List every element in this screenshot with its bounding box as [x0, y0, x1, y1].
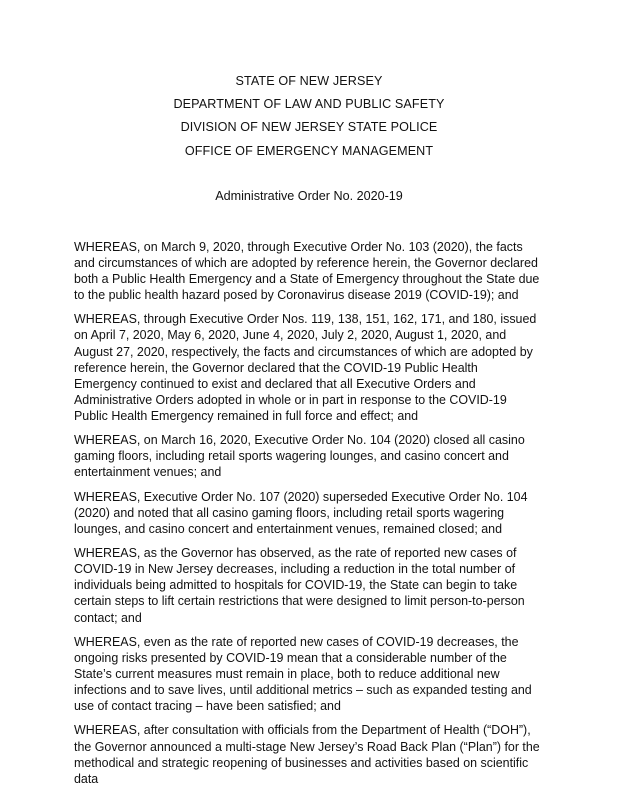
document-header — [74, 70, 544, 163]
whereas-paragraph: WHEREAS, through Executive Order Nos. 119, 138, 151, 162, 171, and 180, issued on April 7, 2020, May 6, 2020, June 4, 2020, July 2, 2020, August 1, 2020, and August 27, 2020, respectively, the facts and circumstances of which are adopted by reference herein, the Governor declared that the COVID-19 Public Health Emergency continued to exist and declared that all Executive Orders and Administrative Orders adopted in whole or in part in response to the COVID-19 Public Health Emergency remained in full force and effect; and — [74, 312, 537, 423]
header-office: OFFICE OF EMERGENCY MANAGEMENT — [184, 143, 434, 158]
whereas-paragraph: WHEREAS, on March 9, 2020, through Executive Order No. 103 (2020), the facts and circumstances of which are adopted by reference herein, the Governor declared both a Public Health Emergency and a State of Emergency throughout the State due to the public health hazard posed by Coronavirus disease 2019 (COVID-19); and — [74, 239, 540, 303]
header-department: DEPARTMENT OF LAW AND PUBLIC SAFETY — [173, 97, 445, 112]
document-body — [74, 239, 544, 787]
order-number: Administrative Order No. 2020-19 — [215, 188, 403, 203]
header-division: DIVISION OF NEW JERSEY STATE POLICE — [180, 120, 438, 135]
whereas-paragraph: WHEREAS, Executive Order No. 107 (2020) superseded Executive Order No. 104 (2020) and noted that all casino gaming floors, including retail sports wagering lounges, and casino concert and entertainment venues, remained closed; and — [74, 489, 528, 536]
header-state: STATE OF NEW JERSEY — [235, 74, 383, 88]
whereas-paragraph: WHEREAS, on March 16, 2020, Executive Order No. 104 (2020) closed all casino gaming floors, including retail sports wagering lounges, and casino concert and entertainment venues; and — [74, 433, 525, 480]
whereas-paragraph: WHEREAS, even as the rate of reported new cases of COVID-19 decreases, the ongoing risks presented by COVID-19 mean that a considerable number of the State’s current measures must remain in place, both to reduce additional new infections and to save lives, until additional metrics – such as expanded testing and use of contact tracing – have been satisfied; and — [74, 634, 532, 714]
whereas-paragraph: WHEREAS, after consultation with officials from the Department of Health (“DOH”), the Governor announced a multi-stage New Jersey’s Road Back Plan (“Plan”) for the methodical and strategic reopening of businesses and activities based on scientific data — [74, 723, 540, 786]
whereas-paragraph: WHEREAS, as the Governor has observed, as the rate of reported new cases of COVID-19 in New Jersey decreases, including a reduction in the total number of individuals being admitted to hospitals for COVID-19, the State can begin to take certain steps to lift certain restrictions that were designed to limit person-to-person contact; and — [74, 546, 525, 625]
